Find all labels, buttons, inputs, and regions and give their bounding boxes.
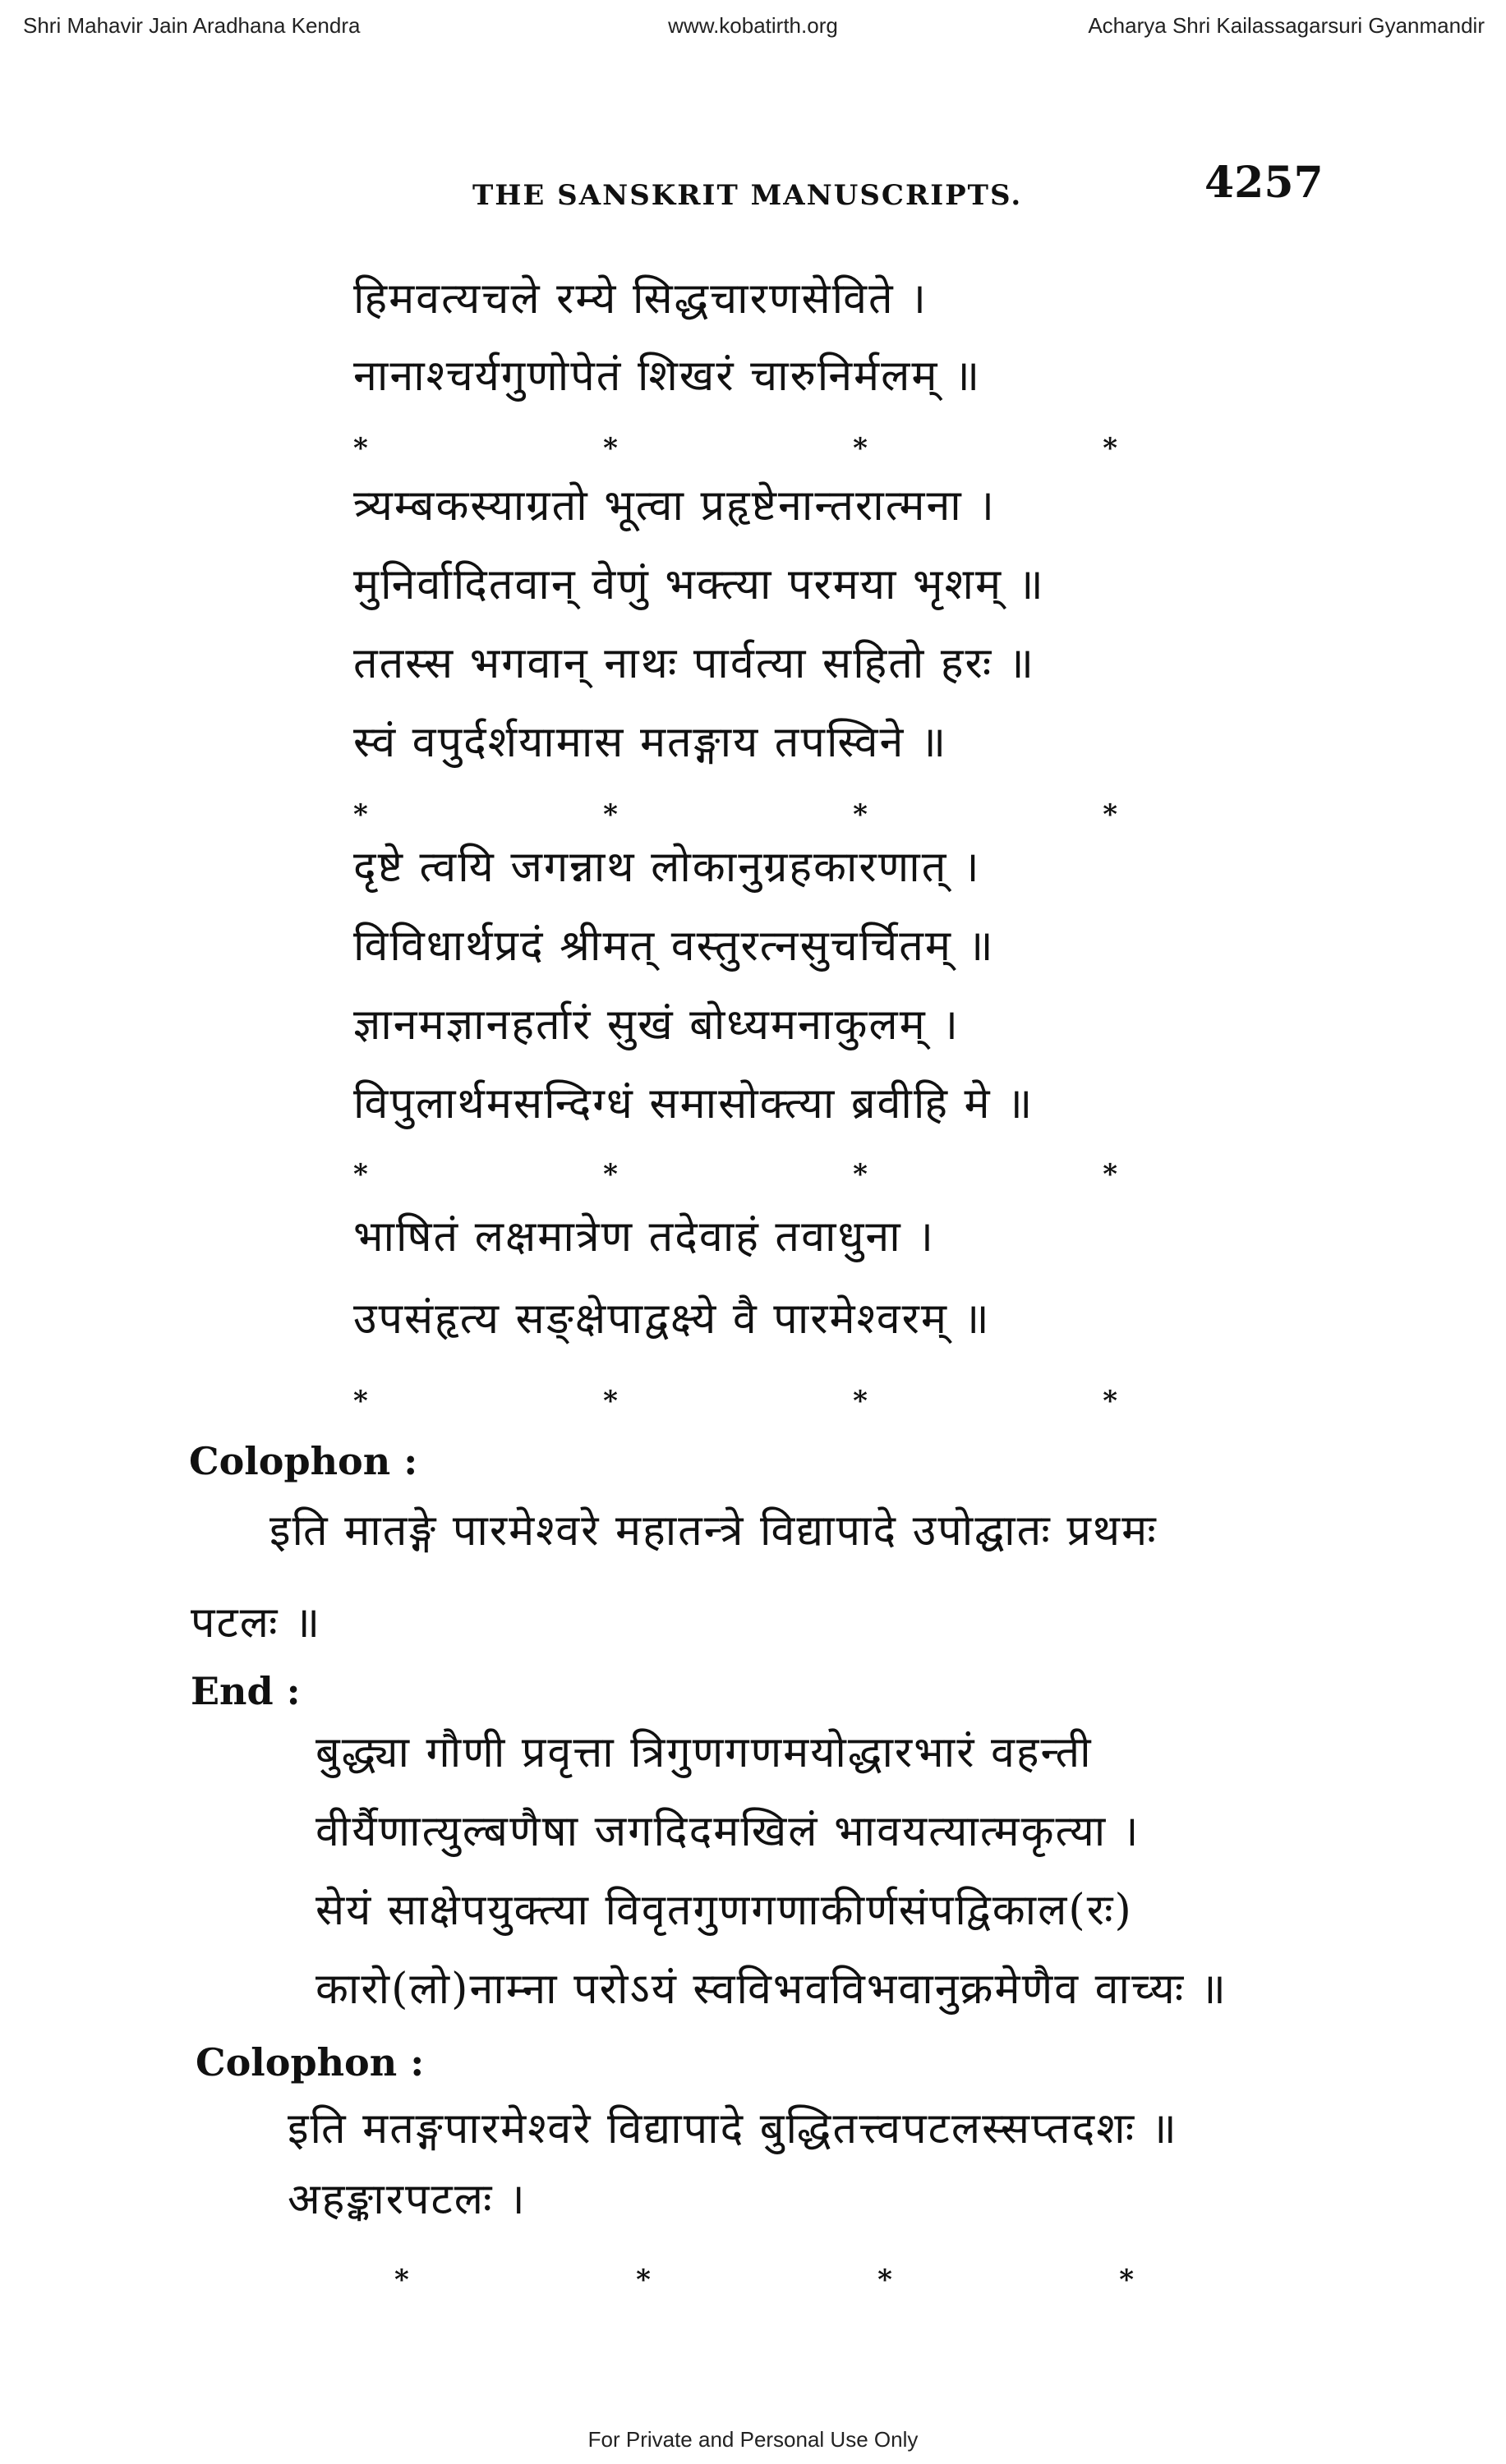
star: * — [1103, 1385, 1117, 1418]
star: * — [353, 1385, 368, 1418]
star: * — [636, 2264, 651, 2296]
verse-line: विविधार्थप्रदं श्रीमत् वस्तुरत्नसुचर्चितम् ॥ — [353, 922, 995, 971]
star: * — [353, 432, 368, 465]
star: * — [853, 1158, 868, 1191]
colophon-line: इति मतङ्गपारमेश्वरे विद्यापादे बुद्धितत्त्वपटलस्सप्तदशः ॥ — [288, 2104, 1178, 2154]
header-left-text: Shri Mahavir Jain Aradhana Kendra — [23, 13, 361, 38]
footer-text: For Private and Personal Use Only — [587, 2427, 919, 2452]
star: * — [603, 432, 618, 465]
star: * — [1103, 798, 1117, 831]
end-verse-line: वीर्यैणात्युल्बणैषा जगदिदमखिलं भावयत्यात्मकृत्या । — [315, 1807, 1140, 1856]
verse-line: हिमवत्यचले रम्ये सिद्धचारणसेविते । — [353, 274, 928, 324]
verse-line: ज्ञानमज्ञानहर्तारं सुखं बोध्यमनाकुलम् । — [353, 1000, 960, 1050]
star: * — [877, 2264, 892, 2296]
star: * — [853, 798, 868, 831]
colophon-label: Colophon : — [189, 1439, 418, 1483]
star: * — [1103, 432, 1117, 465]
end-label: End : — [191, 1669, 301, 1713]
colophon-label: Colophon : — [196, 2040, 425, 2085]
header-right-text: Acharya Shri Kailassagarsuri Gyanmandir — [1088, 13, 1485, 38]
verse-line: दृष्टे त्वयि जगन्नाथ लोकानुग्रहकारणात् । — [353, 843, 981, 892]
header-center-url: www.kobatirth.org — [668, 13, 838, 38]
end-verse-line: बुद्ध्या गौणी प्रवृत्ता त्रिगुणगणमयोद्धारभारं वहन्ती — [315, 1728, 1093, 1777]
end-verse-line: कारो(लो)नाम्ना परोऽयं स्वविभवविभवानुक्रमेणैव वाच्यः ॥ — [315, 1965, 1227, 2014]
end-verse-line: सेयं साक्षेपयुक्त्या विवृतगुणगणाकीर्णसंपद्विकाल(रः) — [315, 1886, 1133, 1935]
star-separator — [353, 432, 1117, 465]
verse-line: नानाश्चर्यगुणोपेतं शिखरं चारुनिर्मलम् ॥ — [353, 352, 982, 401]
star: * — [353, 1158, 368, 1191]
star: * — [603, 798, 618, 831]
star: * — [603, 1385, 618, 1418]
star: * — [853, 1385, 868, 1418]
star: * — [1103, 1158, 1117, 1191]
star-separator — [394, 2264, 1134, 2296]
verse-line: विपुलार्थमसन्दिग्धं समासोक्त्या ब्रवीहि मे ॥ — [353, 1079, 1034, 1129]
star: * — [853, 432, 868, 465]
page-number: 4257 — [1204, 158, 1324, 208]
verse-line: स्वं वपुर्दर्शयामास मतङ्गाय तपस्विने ॥ — [353, 718, 948, 767]
verse-line: त्र्यम्बकस्याग्रतो भूत्वा प्रहृष्टेनान्तरात्मना । — [353, 481, 997, 531]
running-title: THE SANSKRIT MANUSCRIPTS. — [472, 179, 1023, 212]
verse-line: उपसंहृत्य सङ्क्षेपाद्वक्ष्ये वै पारमेश्वरम् ॥ — [353, 1294, 991, 1344]
star-separator — [353, 1158, 1117, 1191]
star-separator — [353, 1385, 1117, 1418]
verse-line: मुनिर्वादितवान् वेणुं भक्त्या परमया भृशम् ॥ — [353, 560, 1045, 609]
colophon-line: अहङ्कारपटलः । — [288, 2175, 527, 2224]
verse-line: ततस्स भगवान् नाथः पार्वत्या सहितो हरः ॥ — [353, 639, 1035, 688]
star: * — [353, 798, 368, 831]
colophon-line: पटलः ॥ — [191, 1598, 322, 1648]
colophon-line: इति मातङ्गे पारमेश्वरे महातन्त्रे विद्यापादे उपोद्घातः प्रथमः — [269, 1506, 1158, 1556]
star: * — [1119, 2264, 1134, 2296]
star: * — [603, 1158, 618, 1191]
star-separator — [353, 798, 1117, 831]
verse-line: भाषितं लक्षमात्रेण तदेवाहं तवाधुना । — [353, 1212, 935, 1262]
star: * — [394, 2264, 409, 2296]
